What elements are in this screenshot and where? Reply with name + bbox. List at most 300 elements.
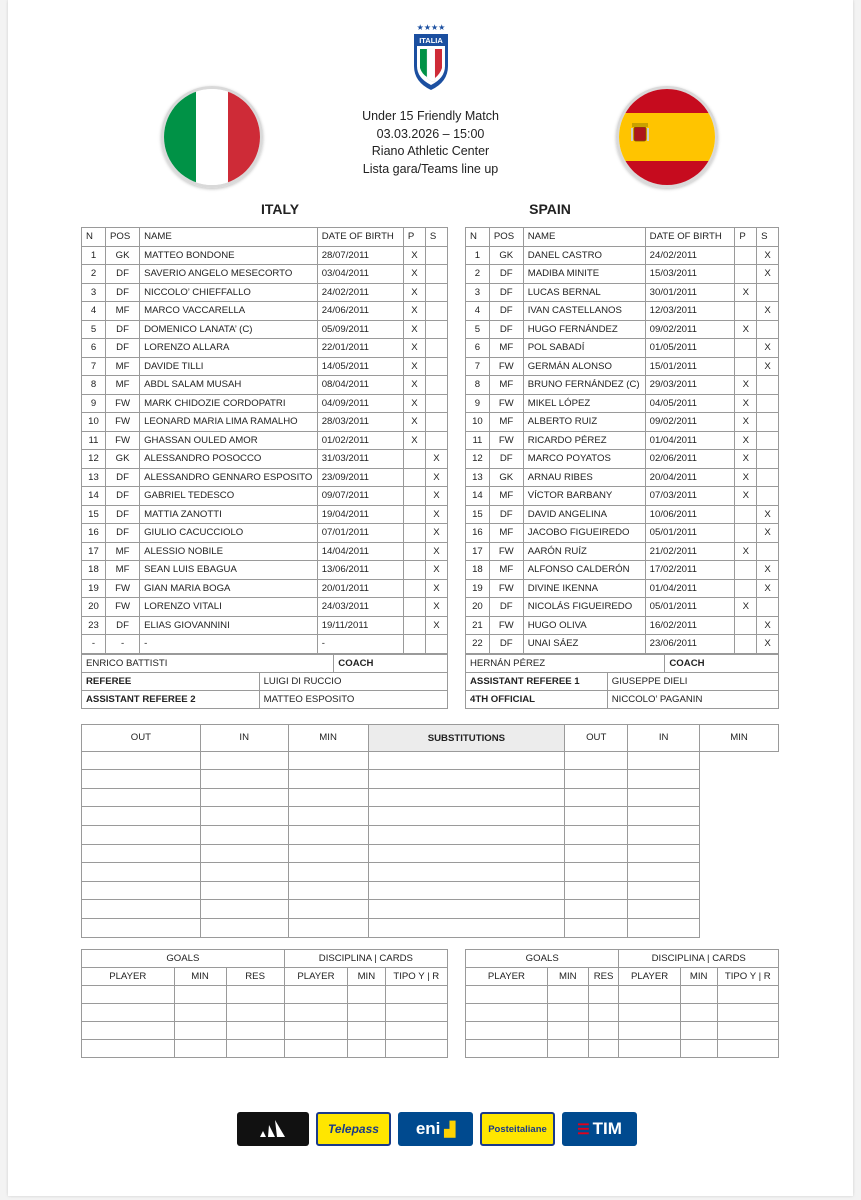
gc-cell[interactable] — [348, 986, 385, 1004]
player-position: DF — [106, 487, 140, 506]
subs-cell[interactable] — [368, 825, 565, 844]
player-starter: X — [735, 431, 757, 450]
player-number: 19 — [466, 579, 490, 598]
player-substitute — [425, 635, 447, 654]
player-starter: X — [403, 376, 425, 395]
player-number: 9 — [82, 394, 106, 413]
player-starter — [735, 635, 757, 654]
player-number: 16 — [466, 524, 490, 543]
subs-cell[interactable] — [368, 863, 565, 882]
player-name: DAVIDE TILLI — [140, 357, 318, 376]
subs-cell[interactable] — [288, 770, 368, 789]
subs-cell[interactable] — [565, 900, 628, 919]
player-name: GIAN MARIA BOGA — [140, 579, 318, 598]
gc-cell[interactable] — [588, 1004, 619, 1022]
italy-staff-table — [81, 654, 448, 673]
player-starter: X — [403, 320, 425, 339]
player-substitute: X — [757, 246, 779, 265]
subs-cell[interactable] — [565, 825, 628, 844]
player-dob: 12/03/2011 — [645, 302, 735, 321]
gc-cell[interactable] — [284, 1022, 347, 1040]
gc-cell[interactable] — [226, 986, 284, 1004]
player-substitute: X — [425, 524, 447, 543]
tim-logo — [562, 1112, 637, 1146]
gc-cell[interactable] — [385, 1004, 447, 1022]
gc-row — [82, 986, 448, 1004]
player-substitute — [757, 376, 779, 395]
gc-cell[interactable] — [547, 986, 588, 1004]
subs-min-header: MIN — [288, 725, 368, 752]
subs-cell[interactable] — [200, 863, 288, 882]
player-position: DF — [106, 505, 140, 524]
player-position: FW — [106, 413, 140, 432]
subs-cell[interactable] — [288, 751, 368, 770]
gc-cell[interactable] — [348, 1040, 385, 1058]
gc-cell[interactable] — [82, 1022, 175, 1040]
gc-cell[interactable] — [619, 986, 680, 1004]
subs-cell[interactable] — [288, 863, 368, 882]
gc-row — [466, 1022, 779, 1040]
player-starter — [403, 616, 425, 635]
col-n: N — [466, 228, 490, 247]
player-substitute — [757, 450, 779, 469]
gc-cell[interactable] — [385, 1040, 447, 1058]
match-header — [0, 108, 861, 178]
subs-cell[interactable] — [368, 844, 565, 863]
spain-player-rows — [466, 246, 779, 653]
player-starter — [735, 579, 757, 598]
subs-row — [82, 770, 779, 789]
player-position: DF — [489, 265, 523, 284]
spain-coach-row — [466, 655, 779, 673]
col-pos: POS — [489, 228, 523, 247]
subs-cell[interactable] — [628, 844, 700, 863]
player-name: LORENZO ALLARA — [140, 339, 318, 358]
gc-group-row — [466, 950, 779, 968]
player-name: MARCO VACCARELLA — [140, 302, 318, 321]
subs-cell[interactable] — [200, 751, 288, 770]
subs-cell[interactable] — [565, 751, 628, 770]
subs-cell[interactable] — [82, 844, 201, 863]
player-number: 20 — [466, 598, 490, 617]
player-number: 13 — [466, 468, 490, 487]
gc-cell[interactable] — [547, 1004, 588, 1022]
player-position: DF — [106, 265, 140, 284]
subs-cell[interactable] — [288, 825, 368, 844]
player-starter: X — [735, 468, 757, 487]
gc-cell[interactable] — [680, 1040, 717, 1058]
subs-cell[interactable] — [628, 788, 700, 807]
gc-cell[interactable] — [82, 1040, 175, 1058]
subs-label: SUBSTITUTIONS — [427, 733, 506, 744]
subs-cell[interactable] — [288, 788, 368, 807]
subs-cell[interactable] — [82, 807, 201, 826]
player-position: MF — [489, 339, 523, 358]
player-substitute: X — [757, 505, 779, 524]
player-name: RICARDO PÉREZ — [523, 431, 645, 450]
player-row — [466, 283, 779, 302]
subs-cell[interactable] — [82, 863, 201, 882]
gc-tipo-header: TIPO Y | R — [717, 968, 778, 986]
player-starter — [403, 524, 425, 543]
italy-coach-label: COACH — [334, 655, 448, 673]
player-starter — [735, 505, 757, 524]
gc-cell[interactable] — [226, 1022, 284, 1040]
gc-cell[interactable] — [174, 1004, 226, 1022]
player-number: 15 — [466, 505, 490, 524]
gc-cell[interactable] — [588, 986, 619, 1004]
spain-coach-label: COACH — [665, 655, 779, 673]
player-name: MATTEO BONDONE — [140, 246, 318, 265]
player-position: FW — [489, 579, 523, 598]
player-dob: 13/06/2011 — [317, 561, 403, 580]
gc-cell[interactable] — [547, 1022, 588, 1040]
player-starter — [735, 357, 757, 376]
adidas-logo — [237, 1112, 309, 1146]
subs-cell[interactable] — [368, 788, 565, 807]
player-position: DF — [106, 283, 140, 302]
col-s: S — [425, 228, 447, 247]
subs-cell[interactable] — [82, 918, 201, 937]
player-substitute: X — [425, 579, 447, 598]
gc-rows — [466, 986, 779, 1058]
gc-cell[interactable] — [226, 1040, 284, 1058]
subs-cell[interactable] — [628, 770, 700, 789]
match-datetime: 03.03.2026 – 15:00 — [376, 126, 485, 141]
player-starter — [735, 339, 757, 358]
subs-cell[interactable] — [628, 900, 700, 919]
player-dob: 29/03/2011 — [645, 376, 735, 395]
gc-cell[interactable] — [284, 1040, 347, 1058]
subs-rows — [82, 751, 779, 937]
player-number: 8 — [466, 376, 490, 395]
player-dob: 01/05/2011 — [645, 339, 735, 358]
player-number: 3 — [466, 283, 490, 302]
poste-logo — [480, 1112, 555, 1146]
player-position: DF — [106, 524, 140, 543]
gc-cell[interactable] — [226, 1004, 284, 1022]
official-value: LUIGI DI RUCCIO — [259, 673, 447, 691]
gc-cell[interactable] — [466, 986, 548, 1004]
player-starter: X — [403, 431, 425, 450]
player-number: 20 — [82, 598, 106, 617]
italy-goals-cards-table — [81, 949, 448, 1058]
player-number: 5 — [82, 320, 106, 339]
subs-cell[interactable] — [82, 751, 201, 770]
player-dob: 28/03/2011 — [317, 413, 403, 432]
subs-cell[interactable] — [368, 918, 565, 937]
player-dob: 09/02/2011 — [645, 320, 735, 339]
subs-cell[interactable] — [288, 918, 368, 937]
subs-cell[interactable] — [288, 807, 368, 826]
gc-cell[interactable] — [284, 1004, 347, 1022]
player-row — [82, 283, 448, 302]
player-name: DIVINE IKENNA — [523, 579, 645, 598]
gc-cell[interactable] — [619, 1004, 680, 1022]
player-dob: 14/05/2011 — [317, 357, 403, 376]
subs-cell[interactable] — [628, 807, 700, 826]
player-position: MF — [489, 524, 523, 543]
gc-cell[interactable] — [82, 1004, 175, 1022]
subs-row — [82, 881, 779, 900]
player-substitute — [425, 320, 447, 339]
player-position: FW — [489, 542, 523, 561]
col-dob: DATE OF BIRTH — [317, 228, 403, 247]
subs-cell[interactable] — [565, 770, 628, 789]
gc-cell[interactable] — [82, 986, 175, 1004]
player-number: 11 — [466, 431, 490, 450]
subs-cell[interactable] — [82, 770, 201, 789]
player-substitute — [757, 598, 779, 617]
gc-min-header: MIN — [174, 968, 226, 986]
player-position: MF — [106, 302, 140, 321]
subs-cell[interactable] — [200, 788, 288, 807]
official-value: MATTEO ESPOSITO — [259, 691, 447, 709]
team-sheet-page — [8, 0, 853, 1196]
player-row — [82, 302, 448, 321]
player-starter: X — [735, 413, 757, 432]
player-dob: 23/09/2011 — [317, 468, 403, 487]
player-dob: 15/03/2011 — [645, 265, 735, 284]
eni-logo — [398, 1112, 473, 1146]
player-dob: 05/01/2011 — [645, 524, 735, 543]
player-position: DF — [489, 302, 523, 321]
subs-cell[interactable] — [628, 825, 700, 844]
gc-player-header: PLAYER — [619, 968, 680, 986]
player-name: NICOLÁS FIGUEIREDO — [523, 598, 645, 617]
spain-staff-table — [465, 654, 779, 673]
player-dob: - — [317, 635, 403, 654]
figc-crest-icon — [412, 22, 450, 92]
player-substitute: X — [757, 265, 779, 284]
player-number: 21 — [466, 616, 490, 635]
subs-cell[interactable] — [200, 807, 288, 826]
crest-stars: ★★★★ — [416, 23, 446, 32]
player-position: FW — [106, 598, 140, 617]
player-substitute — [425, 394, 447, 413]
player-name: GIULIO CACUCCIOLO — [140, 524, 318, 543]
col-n: N — [82, 228, 106, 247]
player-position: DF — [106, 320, 140, 339]
player-number: 2 — [466, 265, 490, 284]
player-row — [82, 487, 448, 506]
gc-cell[interactable] — [348, 1004, 385, 1022]
player-name: LEONARD MARIA LIMA RAMALHO — [140, 413, 318, 432]
player-position: FW — [489, 431, 523, 450]
gc-cell[interactable] — [717, 1040, 778, 1058]
subs-cell[interactable] — [82, 900, 201, 919]
subs-cell[interactable] — [565, 844, 628, 863]
player-starter — [735, 561, 757, 580]
player-dob: 01/02/2011 — [317, 431, 403, 450]
gc-cell[interactable] — [284, 986, 347, 1004]
italy-coach-name: ENRICO BATTISTI — [82, 655, 334, 673]
subs-cell[interactable] — [82, 881, 201, 900]
official-row — [82, 673, 448, 691]
player-position: GK — [106, 246, 140, 265]
subs-cell[interactable] — [368, 881, 565, 900]
player-name: GHASSAN OULED AMOR — [140, 431, 318, 450]
player-dob: 07/01/2011 — [317, 524, 403, 543]
player-starter — [403, 579, 425, 598]
subs-cell[interactable] — [565, 918, 628, 937]
player-position: FW — [489, 616, 523, 635]
player-starter: X — [403, 283, 425, 302]
gc-player-header: PLAYER — [466, 968, 548, 986]
subs-cell[interactable] — [200, 770, 288, 789]
subs-cell[interactable] — [565, 788, 628, 807]
col-p: P — [403, 228, 425, 247]
player-dob: 14/04/2011 — [317, 542, 403, 561]
player-position: MF — [106, 542, 140, 561]
gc-cell[interactable] — [174, 1022, 226, 1040]
player-number: 4 — [82, 302, 106, 321]
player-substitute — [425, 246, 447, 265]
subs-cell[interactable] — [368, 751, 565, 770]
gc-player-header: PLAYER — [82, 968, 175, 986]
subs-cell[interactable] — [200, 825, 288, 844]
player-row — [82, 635, 448, 654]
player-position: DF — [489, 505, 523, 524]
player-starter: X — [403, 357, 425, 376]
official-value: NICCOLO’ PAGANIN — [607, 691, 778, 709]
subs-cell[interactable] — [565, 863, 628, 882]
subs-cell[interactable] — [82, 788, 201, 807]
gc-cell[interactable] — [466, 1022, 548, 1040]
gc-cell[interactable] — [547, 1040, 588, 1058]
gc-cell[interactable] — [385, 986, 447, 1004]
gc-cell[interactable] — [680, 1022, 717, 1040]
gc-cell[interactable] — [348, 1022, 385, 1040]
cards-header: DISCIPLINA | CARDS — [284, 950, 447, 968]
gc-cell[interactable] — [588, 1040, 619, 1058]
player-substitute: X — [425, 542, 447, 561]
player-starter — [403, 487, 425, 506]
player-substitute — [757, 542, 779, 561]
player-starter — [735, 265, 757, 284]
gc-cell[interactable] — [619, 1022, 680, 1040]
player-number: 19 — [82, 579, 106, 598]
gc-cell[interactable] — [717, 1022, 778, 1040]
subs-cell[interactable] — [368, 770, 565, 789]
subs-cell[interactable] — [628, 881, 700, 900]
official-label: ASSISTANT REFEREE 1 — [466, 673, 608, 691]
player-substitute: X — [757, 357, 779, 376]
player-position: MF — [489, 413, 523, 432]
player-row — [82, 450, 448, 469]
player-name: ALFONSO CALDERÓN — [523, 561, 645, 580]
match-venue: Riano Athletic Center — [371, 144, 490, 158]
player-dob: 09/07/2011 — [317, 487, 403, 506]
subs-cell[interactable] — [288, 844, 368, 863]
player-row — [82, 431, 448, 450]
subs-row — [82, 825, 779, 844]
player-row — [466, 302, 779, 321]
subs-cell[interactable] — [288, 881, 368, 900]
subs-row — [82, 751, 779, 770]
player-dob: 31/03/2011 — [317, 450, 403, 469]
player-name: IVAN CASTELLANOS — [523, 302, 645, 321]
player-name: SEAN LUIS EBAGUA — [140, 561, 318, 580]
player-name: JACOBO FIGUEIREDO — [523, 524, 645, 543]
subs-cell[interactable] — [628, 751, 700, 770]
player-name: ELIAS GIOVANNINI — [140, 616, 318, 635]
player-row — [82, 616, 448, 635]
gc-cell[interactable] — [717, 986, 778, 1004]
subs-cell[interactable] — [368, 807, 565, 826]
gc-cell[interactable] — [385, 1022, 447, 1040]
subs-cell[interactable] — [368, 900, 565, 919]
subs-cell[interactable] — [200, 844, 288, 863]
subs-cell[interactable] — [628, 918, 700, 937]
player-position: DF — [106, 468, 140, 487]
spain-team-title: SPAIN — [529, 201, 571, 217]
gc-min-header: MIN — [547, 968, 588, 986]
gc-cell[interactable] — [466, 1004, 548, 1022]
player-number: 7 — [82, 357, 106, 376]
subs-min-header: MIN — [700, 725, 779, 752]
subs-cell[interactable] — [200, 918, 288, 937]
gc-rows — [82, 986, 448, 1058]
lineup-header-row — [466, 228, 779, 247]
gc-column-row — [466, 968, 779, 986]
player-starter: X — [403, 339, 425, 358]
player-position: DF — [106, 339, 140, 358]
subs-cell[interactable] — [565, 881, 628, 900]
subs-cell[interactable] — [200, 900, 288, 919]
subs-cell[interactable] — [288, 900, 368, 919]
player-dob: 22/01/2011 — [317, 339, 403, 358]
player-name: MATTIA ZANOTTI — [140, 505, 318, 524]
gc-cell[interactable] — [174, 1040, 226, 1058]
gc-cell[interactable] — [174, 986, 226, 1004]
player-position: MF — [106, 376, 140, 395]
gc-cell[interactable] — [619, 1040, 680, 1058]
subs-cell[interactable] — [200, 881, 288, 900]
subs-cell[interactable] — [82, 825, 201, 844]
gc-cell[interactable] — [588, 1022, 619, 1040]
gc-res-header: RES — [226, 968, 284, 986]
player-name: VÍCTOR BARBANY — [523, 487, 645, 506]
gc-cell[interactable] — [680, 986, 717, 1004]
player-dob: 17/02/2011 — [645, 561, 735, 580]
player-starter: X — [735, 394, 757, 413]
player-row — [82, 376, 448, 395]
player-substitute: X — [425, 616, 447, 635]
player-name: - — [140, 635, 318, 654]
player-substitute: X — [757, 579, 779, 598]
subs-cell[interactable] — [628, 863, 700, 882]
player-row — [82, 468, 448, 487]
gc-cell[interactable] — [717, 1004, 778, 1022]
player-starter: X — [403, 394, 425, 413]
player-name: NICCOLO’ CHIEFFALLO — [140, 283, 318, 302]
subs-cell[interactable] — [565, 807, 628, 826]
gc-cell[interactable] — [680, 1004, 717, 1022]
adidas-stripes-icon — [258, 1119, 288, 1139]
goals-header: GOALS — [82, 950, 285, 968]
player-name: ALESSANDRO GENNARO ESPOSITO — [140, 468, 318, 487]
italy-coach-row — [82, 655, 448, 673]
player-position: DF — [106, 616, 140, 635]
gc-cell[interactable] — [466, 1040, 548, 1058]
player-number: 10 — [82, 413, 106, 432]
player-substitute — [757, 431, 779, 450]
gc-row — [466, 1040, 779, 1058]
subs-row — [82, 863, 779, 882]
player-row — [466, 542, 779, 561]
italy-team-title: ITALY — [260, 201, 300, 217]
